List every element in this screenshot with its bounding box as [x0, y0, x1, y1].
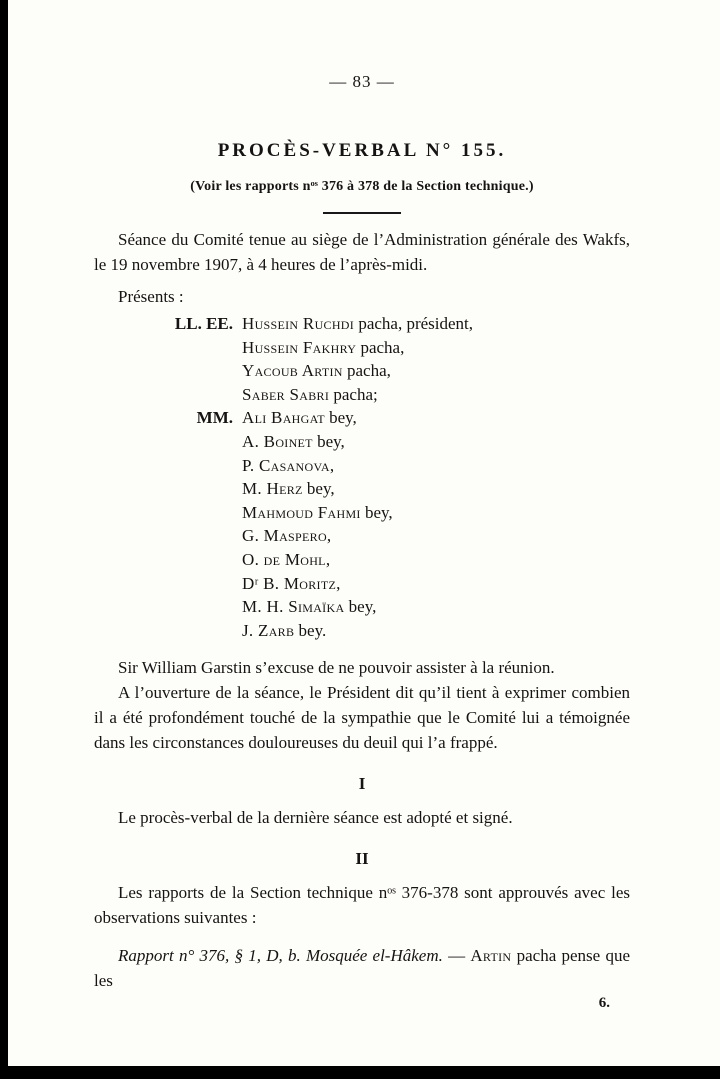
attendee-list: [94, 312, 630, 642]
attendee-suffix: bey.: [294, 620, 327, 640]
divider-rule: [323, 212, 401, 214]
list-item: [94, 312, 630, 336]
section-heading-1: I: [358, 774, 366, 794]
attendee-name: G. Maspero: [242, 526, 327, 546]
scan-edge-bottom: [0, 1066, 720, 1079]
attendee-suffix: ,: [325, 549, 331, 569]
attendee-prefix: [94, 548, 242, 572]
attendee-prefix: [94, 336, 242, 360]
attendee-name: M. Herz: [242, 479, 303, 499]
attendee-suffix: pacha, président,: [354, 314, 474, 333]
attendee-suffix: bey,: [344, 597, 377, 617]
attendee-prefix: [94, 572, 242, 596]
page-number: — 83 —: [329, 72, 395, 91]
sheet-signature-mark: 6.: [598, 995, 610, 1012]
attendee-prefix: [94, 619, 242, 643]
attendee-name: J. Zarb: [242, 620, 295, 640]
document-subtitle: (Voir les rapports nᵒˢ 376 à 378 de la Section technique.): [190, 179, 534, 194]
attendee-suffix: bey,: [360, 502, 393, 522]
attendee-name: P. Casanova: [242, 455, 330, 475]
document-title: PROCÈS-VERBAL N° 155.: [217, 140, 507, 161]
list-item: [94, 454, 630, 478]
list-item: [94, 477, 630, 501]
attendee-suffix: bey,: [312, 431, 345, 451]
attendee-suffix: pacha,: [342, 361, 391, 381]
attendee-suffix: ,: [329, 455, 335, 475]
paragraph-rapport-376: [94, 943, 630, 993]
attendee-name: Mahmoud Fahmi: [242, 502, 361, 522]
attendee-prefix: MM.: [196, 408, 233, 428]
list-item: [94, 501, 630, 525]
attendee-name: Saber Sabri: [242, 384, 330, 404]
attendee-prefix: [94, 477, 242, 501]
presents-label: Présents :: [118, 287, 184, 306]
list-item: [94, 524, 630, 548]
rapport-rest: pacha pense que les: [94, 946, 630, 991]
attendee-prefix: [94, 595, 242, 619]
page-content: [94, 72, 630, 1012]
attendee-prefix: [94, 524, 242, 548]
list-item: [94, 430, 630, 454]
attendee-suffix: pacha;: [329, 384, 378, 404]
attendee-suffix: bey,: [302, 479, 335, 499]
list-item: [94, 548, 630, 572]
attendee-prefix: [94, 501, 242, 525]
attendee-suffix: bey,: [324, 408, 357, 428]
attendee-name: Yacoub Artin: [242, 361, 343, 381]
attendee-prefix: [94, 359, 242, 383]
attendee-name: Hussein Ruchdi: [242, 314, 355, 333]
attendee-suffix: pacha,: [356, 337, 405, 357]
attendee-name: O. de Mohl: [242, 549, 326, 569]
rapport-italic-lead: Rapport n° 376, § 1, D, b. Mosquée el-Hâkem.: [118, 946, 443, 966]
list-item: [94, 383, 630, 407]
attendee-prefix: [94, 430, 242, 454]
list-item: [94, 619, 630, 643]
attendee-prefix: LL. EE.: [174, 314, 233, 333]
list-item: [94, 336, 630, 360]
rapport-name: Artin: [470, 946, 512, 966]
attendee-name: A. Boinet: [242, 431, 313, 451]
attendee-suffix: ,: [326, 526, 332, 546]
attendee-prefix: [94, 454, 242, 478]
paragraph-garstin: Sir William Garstin s’excuse de ne pouvoir assister à la réunion.: [118, 658, 555, 678]
list-item: [94, 572, 630, 596]
list-item: [94, 406, 630, 430]
attendee-name: Ali Bahgat: [242, 408, 325, 428]
section-heading-2: II: [355, 849, 369, 869]
paragraph-rapports: Les rapports de la Section technique nᵒˢ 376-378 sont approuvés avec les observations suivantes :: [94, 883, 630, 928]
paragraph-proces-verbal: Le procès-verbal de la dernière séance est adopté et signé.: [118, 808, 513, 828]
attendee-name: M. H. Simaïka: [242, 597, 345, 617]
scan-edge-left: [0, 0, 8, 1079]
attendee-name: Dʳ B. Moritz: [242, 573, 337, 593]
attendee-prefix: [94, 383, 242, 407]
rapport-dash: —: [442, 946, 471, 966]
paragraph-ouverture: A l’ouverture de la séance, le Président dit qu’il tient à exprimer combien il a été profondément touché de la sympathie que le Comité lui a témoignée dans les circonstances douloureuses du deuil qui l’a frappé.: [94, 683, 630, 753]
attendee-suffix: ,: [336, 573, 341, 593]
list-item: [94, 595, 630, 619]
list-item: [94, 359, 630, 383]
paragraph-seance: Séance du Comité tenue au siège de l’Administration générale des Wakfs, le 19 novembre 1907, à 4 heures de l’après-midi.: [94, 230, 630, 274]
attendee-name: Hussein Fakhry: [242, 337, 357, 357]
